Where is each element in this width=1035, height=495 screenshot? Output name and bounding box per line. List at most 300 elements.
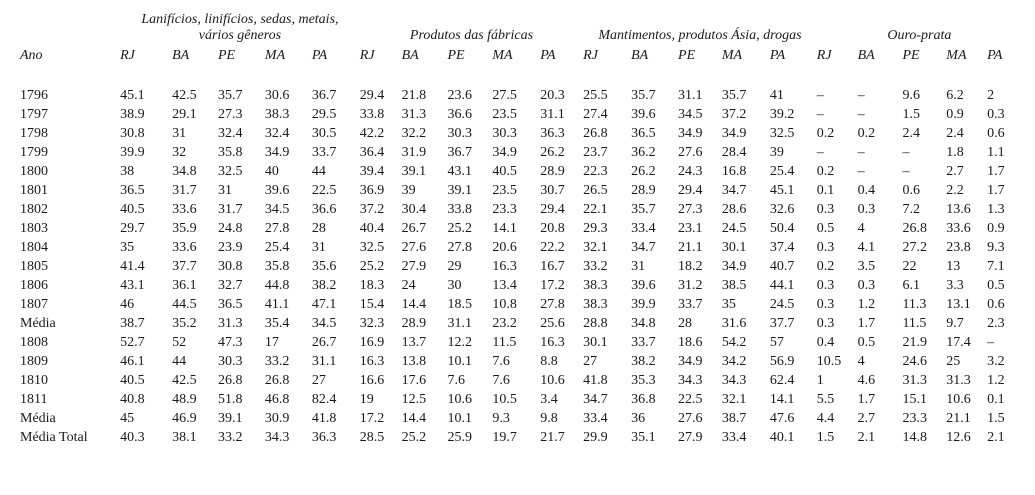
table-cell: 24.5 bbox=[769, 297, 795, 312]
row-label: Média bbox=[20, 316, 56, 331]
table-cell: 34.9 bbox=[264, 145, 290, 160]
table-cell: 39.6 bbox=[631, 107, 656, 122]
table-cell: 36.1 bbox=[172, 278, 197, 293]
table-cell: 8.8 bbox=[540, 354, 558, 369]
table-row bbox=[14, 219, 1022, 238]
table-cell: 40.3 bbox=[120, 430, 145, 445]
row-label: 1806 bbox=[20, 278, 48, 293]
table-cell: 13 bbox=[946, 259, 961, 274]
table-cell: 37.2 bbox=[721, 107, 747, 122]
table-cell: – bbox=[857, 88, 865, 103]
table-cell: 37.7 bbox=[172, 259, 197, 274]
table-cell: 7.6 bbox=[492, 354, 510, 369]
table-cell: 1.8 bbox=[946, 145, 964, 160]
table-cell: 35 bbox=[120, 240, 135, 255]
table-cell: 0.3 bbox=[816, 240, 835, 255]
table-cell: 31.1 bbox=[447, 316, 472, 331]
table-cell: 35.7 bbox=[631, 202, 656, 217]
table-cell: 28.5 bbox=[359, 430, 385, 445]
table-cell: 44.8 bbox=[264, 278, 290, 293]
table-cell: 36.7 bbox=[447, 145, 472, 160]
table-cell: 35.9 bbox=[172, 221, 197, 236]
table-cell: 35.6 bbox=[311, 259, 337, 274]
table-cell: 25.2 bbox=[447, 221, 472, 236]
table-cell: 3.5 bbox=[857, 259, 876, 274]
table-cell: 40.4 bbox=[359, 221, 385, 236]
table-cell: 30.5 bbox=[311, 126, 337, 141]
table-cell: 31 bbox=[217, 183, 232, 198]
table-cell: 29 bbox=[447, 259, 462, 274]
table-cell: 25.4 bbox=[769, 164, 795, 179]
table-cell: 2.2 bbox=[946, 183, 964, 198]
table-cell: 40.8 bbox=[120, 392, 145, 407]
table-cell: 27.3 bbox=[678, 202, 703, 217]
table-cell: 9.3 bbox=[492, 411, 510, 426]
table-cell: 31.9 bbox=[401, 145, 427, 160]
table-cell: 32.5 bbox=[359, 240, 385, 255]
table-cell: 30.8 bbox=[120, 126, 145, 141]
table-cell: 42.5 bbox=[172, 373, 197, 388]
table-cell: 33.7 bbox=[678, 297, 703, 312]
table-cell: 39.6 bbox=[264, 183, 290, 198]
table-cell: 6.1 bbox=[902, 278, 920, 293]
table-cell: 1.1 bbox=[987, 145, 1005, 160]
table-cell: 1.2 bbox=[857, 297, 876, 312]
table-cell: 28.9 bbox=[631, 183, 656, 198]
table-cell: 52 bbox=[172, 335, 187, 350]
table-cell: 26.8 bbox=[902, 221, 927, 236]
table-cell: 30.3 bbox=[447, 126, 472, 141]
table-cell: 41.4 bbox=[120, 259, 145, 274]
table-cell: 30.4 bbox=[401, 202, 427, 217]
table-cell: 17.2 bbox=[359, 411, 385, 426]
table-cell: 32 bbox=[172, 145, 187, 160]
table-cell: 14.1 bbox=[492, 221, 517, 236]
table-cell: 0.2 bbox=[816, 164, 835, 179]
table-cell: 20.6 bbox=[492, 240, 517, 255]
table-cell: 31.1 bbox=[678, 88, 703, 103]
table-cell: 35.7 bbox=[721, 88, 747, 103]
column-header-ba: BA bbox=[631, 48, 649, 63]
column-header-pa: PA bbox=[769, 48, 786, 63]
table-cell: 0.3 bbox=[816, 297, 835, 312]
table-cell: – bbox=[816, 88, 824, 103]
year-column-header: Ano bbox=[20, 48, 43, 63]
group-header-ouro-prata: Ouro-prata bbox=[887, 28, 952, 43]
column-header-ma: MA bbox=[264, 48, 286, 63]
table-cell: 25.6 bbox=[540, 316, 565, 331]
table-cell: 5.5 bbox=[816, 392, 835, 407]
table-cell: 14.8 bbox=[902, 430, 927, 445]
table-cell: 2.1 bbox=[857, 430, 876, 445]
table-cell: 36.5 bbox=[631, 126, 656, 141]
table-cell: 38 bbox=[120, 164, 135, 179]
table-cell: 38.3 bbox=[264, 107, 290, 122]
table-cell: 31.3 bbox=[946, 373, 971, 388]
table-cell: 1.5 bbox=[816, 430, 835, 445]
table-cell: 29.4 bbox=[359, 88, 385, 103]
table-cell: 20.3 bbox=[540, 88, 565, 103]
table-cell: 40.5 bbox=[120, 373, 145, 388]
table-cell: 37.2 bbox=[359, 202, 385, 217]
table-cell: 40.7 bbox=[769, 259, 795, 274]
table-cell: 13.1 bbox=[946, 297, 971, 312]
table-cell: 27.6 bbox=[678, 411, 703, 426]
table-cell: 28.9 bbox=[540, 164, 565, 179]
table-cell: 35 bbox=[721, 297, 736, 312]
group-header-row bbox=[14, 6, 1022, 44]
table-cell: 37.7 bbox=[769, 316, 795, 331]
row-label: 1807 bbox=[20, 297, 48, 312]
table-cell: 38.5 bbox=[721, 278, 747, 293]
table-cell: 38.2 bbox=[631, 354, 656, 369]
table-row bbox=[14, 124, 1022, 143]
table-cell: 18.2 bbox=[678, 259, 703, 274]
table-row bbox=[14, 200, 1022, 219]
table-cell: – bbox=[816, 107, 824, 122]
table-cell: 30.9 bbox=[264, 411, 290, 426]
table-cell: 15.1 bbox=[902, 392, 927, 407]
table-cell: 21.1 bbox=[678, 240, 703, 255]
row-label: Média bbox=[20, 411, 56, 426]
table-cell: 2.4 bbox=[902, 126, 920, 141]
table-cell: 35.3 bbox=[631, 373, 656, 388]
table-cell: 21.7 bbox=[540, 430, 565, 445]
table-cell: 0.3 bbox=[816, 202, 835, 217]
table-cell: 27.8 bbox=[264, 221, 290, 236]
table-cell: 36.6 bbox=[447, 107, 472, 122]
table-cell: 45.1 bbox=[769, 183, 795, 198]
table-cell: 27.8 bbox=[540, 297, 565, 312]
table-cell: 9.6 bbox=[902, 88, 920, 103]
table-cell: 0.6 bbox=[902, 183, 920, 198]
table-cell: 18.3 bbox=[359, 278, 385, 293]
table-cell: 41.8 bbox=[583, 373, 608, 388]
table-cell: 21.8 bbox=[401, 88, 427, 103]
table-cell: 42.5 bbox=[172, 88, 197, 103]
table-cell: 30 bbox=[447, 278, 462, 293]
table-cell: 17.2 bbox=[540, 278, 565, 293]
table-cell: 11.3 bbox=[902, 297, 927, 312]
table-cell: 1.7 bbox=[987, 164, 1005, 179]
table-cell: 38.2 bbox=[311, 278, 337, 293]
table-cell: 48.9 bbox=[172, 392, 197, 407]
table-cell: 40.1 bbox=[769, 430, 795, 445]
table-cell: 41.8 bbox=[311, 411, 337, 426]
column-header-rj: RJ bbox=[359, 48, 375, 63]
table-cell: 38.3 bbox=[583, 278, 608, 293]
table-cell: 56.9 bbox=[769, 354, 795, 369]
table-row bbox=[14, 105, 1022, 124]
table-cell: 31.3 bbox=[401, 107, 427, 122]
table-cell: 4.1 bbox=[857, 240, 876, 255]
table-cell: 14.1 bbox=[769, 392, 795, 407]
table-cell: 2.4 bbox=[946, 126, 964, 141]
table-cell: 24.3 bbox=[678, 164, 703, 179]
table-cell: 31 bbox=[172, 126, 187, 141]
table-row bbox=[14, 257, 1022, 276]
table-cell: 16.6 bbox=[359, 373, 385, 388]
table-cell: 46.1 bbox=[120, 354, 145, 369]
column-header-pa: PA bbox=[540, 48, 556, 63]
table-cell: 23.6 bbox=[447, 88, 472, 103]
table-cell: 23.5 bbox=[492, 183, 517, 198]
table-cell: 34.7 bbox=[583, 392, 608, 407]
table-cell: 34.7 bbox=[631, 240, 656, 255]
table-cell: – bbox=[902, 145, 910, 160]
column-header-ba: BA bbox=[857, 48, 875, 63]
row-label: 1798 bbox=[20, 126, 48, 141]
table-cell: – bbox=[816, 145, 824, 160]
table-cell: 27.5 bbox=[492, 88, 517, 103]
table-cell: 39.9 bbox=[120, 145, 145, 160]
table-cell: 38.1 bbox=[172, 430, 197, 445]
table-cell: 1.2 bbox=[987, 373, 1005, 388]
column-header-ma: MA bbox=[721, 48, 743, 63]
table-cell: 24.6 bbox=[902, 354, 927, 369]
table-cell: 14.4 bbox=[401, 297, 427, 312]
table-cell: 0.9 bbox=[946, 107, 964, 122]
table-cell: 54.2 bbox=[721, 335, 747, 350]
table-cell: 39 bbox=[769, 145, 784, 160]
table-row bbox=[14, 409, 1022, 428]
row-label: 1802 bbox=[20, 202, 48, 217]
table-cell: 34.8 bbox=[631, 316, 656, 331]
table-cell: 10.6 bbox=[540, 373, 565, 388]
column-header-rj: RJ bbox=[816, 48, 832, 63]
table-cell: 10.1 bbox=[447, 411, 472, 426]
table-cell: 10.5 bbox=[492, 392, 517, 407]
table-cell: 9.7 bbox=[946, 316, 964, 331]
table-cell: 16.8 bbox=[721, 164, 747, 179]
table-cell: 3.4 bbox=[540, 392, 558, 407]
table-cell: 38.3 bbox=[583, 297, 608, 312]
table-cell: 44.1 bbox=[769, 278, 795, 293]
table-cell: 27.9 bbox=[678, 430, 703, 445]
table-cell: 31.7 bbox=[172, 183, 197, 198]
table-cell: 27.6 bbox=[678, 145, 703, 160]
table-cell: 45 bbox=[120, 411, 135, 426]
table-cell: 51.8 bbox=[217, 392, 243, 407]
table-cell: 34.9 bbox=[492, 145, 517, 160]
table-cell: 30.1 bbox=[583, 335, 608, 350]
table-cell: 0.2 bbox=[816, 259, 835, 274]
table-cell: 43.1 bbox=[447, 164, 472, 179]
table-cell: 34.8 bbox=[172, 164, 197, 179]
table-cell: 20.8 bbox=[540, 221, 565, 236]
table-cell: 29.7 bbox=[120, 221, 145, 236]
column-header-row bbox=[14, 44, 1022, 68]
row-label: 1810 bbox=[20, 373, 48, 388]
table-cell: 25.9 bbox=[447, 430, 472, 445]
table-cell: 40 bbox=[264, 164, 279, 179]
table-cell: 19.7 bbox=[492, 430, 517, 445]
table-cell: 29.1 bbox=[172, 107, 197, 122]
table-cell: 16.9 bbox=[359, 335, 385, 350]
table-cell: 40.5 bbox=[492, 164, 517, 179]
table-cell: 23.8 bbox=[946, 240, 971, 255]
table-cell: 22.3 bbox=[583, 164, 608, 179]
table-cell: 47.6 bbox=[769, 411, 795, 426]
table-cell: 30.3 bbox=[492, 126, 517, 141]
table-cell: 13.6 bbox=[946, 202, 971, 217]
table-cell: 12.2 bbox=[447, 335, 472, 350]
table-cell: 0.3 bbox=[987, 107, 1005, 122]
table-cell: 28 bbox=[311, 221, 326, 236]
table-cell: 13.4 bbox=[492, 278, 517, 293]
table-cell: 30.8 bbox=[217, 259, 243, 274]
table-cell: 36.8 bbox=[631, 392, 656, 407]
table-cell: 23.3 bbox=[902, 411, 927, 426]
table-cell: 31.1 bbox=[540, 107, 565, 122]
table-cell: 26.2 bbox=[631, 164, 656, 179]
table-cell: 33.8 bbox=[359, 107, 385, 122]
table-cell: 26.7 bbox=[311, 335, 337, 350]
table-cell: 23.1 bbox=[678, 221, 703, 236]
column-header-rj: RJ bbox=[120, 48, 135, 63]
row-label: 1801 bbox=[20, 183, 48, 198]
table-cell: 4 bbox=[857, 221, 865, 236]
table-cell: 0.2 bbox=[816, 126, 835, 141]
table-cell: 32.7 bbox=[217, 278, 243, 293]
table-row bbox=[14, 181, 1022, 200]
table-cell: 13.8 bbox=[401, 354, 427, 369]
table-cell: 15.4 bbox=[359, 297, 385, 312]
table-cell: 34.9 bbox=[678, 126, 703, 141]
table-cell: 35.7 bbox=[631, 88, 656, 103]
table-cell: 35.8 bbox=[217, 145, 243, 160]
table-cell: 27.8 bbox=[447, 240, 472, 255]
table-cell: 32.4 bbox=[264, 126, 290, 141]
table-cell: 23.9 bbox=[217, 240, 243, 255]
table-cell: 34.5 bbox=[264, 202, 290, 217]
table-cell: 26.7 bbox=[401, 221, 427, 236]
group-header-produtos: Produtos das fábricas bbox=[409, 28, 534, 43]
table-cell: 17.6 bbox=[401, 373, 427, 388]
table-row bbox=[14, 86, 1022, 105]
table-cell: 47.3 bbox=[217, 335, 243, 350]
table-cell: 27.2 bbox=[902, 240, 927, 255]
table-cell: 21.9 bbox=[902, 335, 927, 350]
row-label: 1796 bbox=[20, 88, 48, 103]
column-header-ba: BA bbox=[172, 48, 190, 63]
row-label: Média Total bbox=[20, 430, 88, 445]
table-cell: 39.1 bbox=[447, 183, 472, 198]
column-header-ma: MA bbox=[946, 48, 967, 63]
column-header-pa: PA bbox=[311, 48, 328, 63]
table-cell: 40.5 bbox=[120, 202, 145, 217]
table-cell: 0.3 bbox=[857, 202, 876, 217]
table-cell: 35.7 bbox=[217, 88, 243, 103]
table-cell: 25.2 bbox=[401, 430, 427, 445]
table-cell: 0.6 bbox=[987, 297, 1005, 312]
table-cell: 39.1 bbox=[401, 164, 427, 179]
table-cell: 16.3 bbox=[540, 335, 565, 350]
table-cell: 36.7 bbox=[311, 88, 337, 103]
column-header-pa: PA bbox=[987, 48, 1003, 63]
table-cell: 27.9 bbox=[401, 259, 427, 274]
table-cell: 34.3 bbox=[264, 430, 290, 445]
table-row bbox=[14, 371, 1022, 390]
table-cell: 24.5 bbox=[721, 221, 747, 236]
column-header-pe: PE bbox=[217, 48, 236, 63]
row-label: 1809 bbox=[20, 354, 48, 369]
table-cell: 7.6 bbox=[492, 373, 510, 388]
table-cell: 22 bbox=[902, 259, 917, 274]
table-cell: 36.5 bbox=[217, 297, 243, 312]
table-cell: 24 bbox=[401, 278, 416, 293]
table-cell: 28.9 bbox=[401, 316, 427, 331]
table-cell: 12.5 bbox=[401, 392, 427, 407]
table-cell: 1 bbox=[816, 373, 824, 388]
table-cell: 0.3 bbox=[816, 278, 835, 293]
table-row bbox=[14, 162, 1022, 181]
table-cell: 34.9 bbox=[721, 126, 747, 141]
table-cell: 22.5 bbox=[311, 183, 337, 198]
table-cell: 18.5 bbox=[447, 297, 472, 312]
table-cell: 3.2 bbox=[987, 354, 1005, 369]
table-cell: 17.4 bbox=[946, 335, 971, 350]
table-cell: 36.2 bbox=[631, 145, 656, 160]
table-cell: 39.4 bbox=[359, 164, 385, 179]
table-row bbox=[14, 314, 1022, 333]
table-cell: 35.4 bbox=[264, 316, 290, 331]
table-cell: 9.3 bbox=[987, 240, 1005, 255]
table-cell: 28 bbox=[678, 316, 693, 331]
table-cell: 25.5 bbox=[583, 88, 608, 103]
table-cell: 0.6 bbox=[987, 126, 1005, 141]
table-cell: 32.4 bbox=[217, 126, 243, 141]
table-cell: – bbox=[857, 107, 865, 122]
table-row bbox=[14, 295, 1022, 314]
row-label: 1808 bbox=[20, 335, 48, 350]
table-cell: 30.1 bbox=[721, 240, 747, 255]
table-cell: 23.5 bbox=[492, 107, 517, 122]
table-cell: 1.5 bbox=[902, 107, 920, 122]
data-table bbox=[14, 6, 1022, 447]
table-cell: 33.2 bbox=[217, 430, 243, 445]
table-row bbox=[14, 390, 1022, 409]
table-cell: 38.7 bbox=[120, 316, 145, 331]
column-header-pe: PE bbox=[902, 48, 920, 63]
table-row bbox=[14, 333, 1022, 352]
table-cell: 39.2 bbox=[769, 107, 795, 122]
table-cell: 33.6 bbox=[172, 202, 197, 217]
table-cell: 35.8 bbox=[264, 259, 290, 274]
row-label: 1804 bbox=[20, 240, 48, 255]
table-cell: 22.1 bbox=[583, 202, 608, 217]
table-cell: 36.3 bbox=[311, 430, 337, 445]
table-cell: 0.5 bbox=[816, 221, 835, 236]
table-cell: 46.9 bbox=[172, 411, 197, 426]
table-cell: 36.6 bbox=[311, 202, 337, 217]
table-cell: 2.7 bbox=[946, 164, 964, 179]
table-cell: 26.2 bbox=[540, 145, 565, 160]
table-cell: 0.1 bbox=[987, 392, 1005, 407]
column-header-ba: BA bbox=[401, 48, 419, 63]
table-cell: 39 bbox=[401, 183, 416, 198]
table-cell: 44.5 bbox=[172, 297, 197, 312]
table-cell: 1.5 bbox=[987, 411, 1005, 426]
table-cell: 32.2 bbox=[401, 126, 427, 141]
table-cell: 28.4 bbox=[721, 145, 747, 160]
table-cell: 31.3 bbox=[902, 373, 927, 388]
table-cell: 0.3 bbox=[816, 316, 835, 331]
table-cell: 31 bbox=[311, 240, 326, 255]
table-cell: 2.1 bbox=[987, 430, 1005, 445]
table-cell: 27.6 bbox=[401, 240, 427, 255]
table-cell: 4 bbox=[857, 354, 865, 369]
